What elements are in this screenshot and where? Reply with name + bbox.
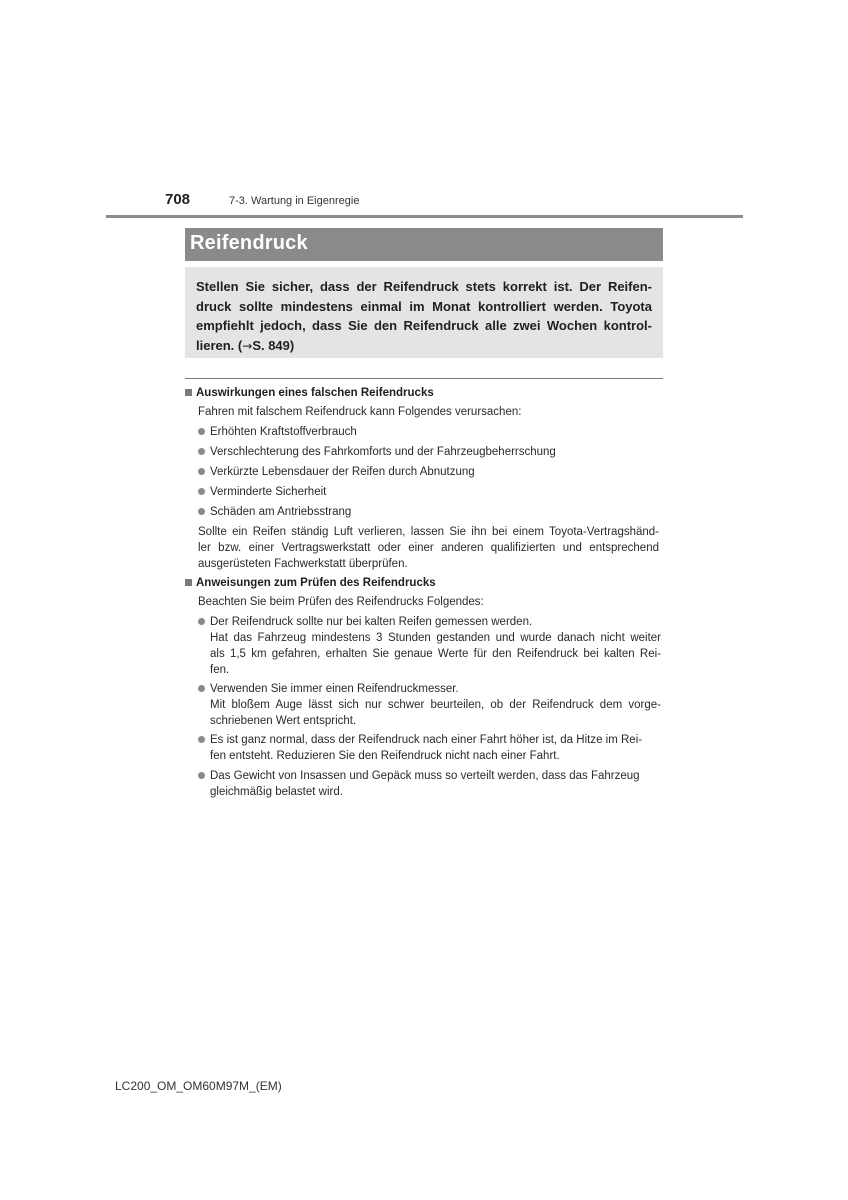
list-item-text: Erhöhten Kraftstoffverbrauch xyxy=(210,426,357,438)
section-heading-text: Auswirkungen eines falschen Reifendrucks xyxy=(196,387,434,399)
list-item xyxy=(198,465,475,479)
intro-box xyxy=(185,267,663,358)
list-item xyxy=(198,445,556,459)
list-item-text: Das Gewicht von Insassen und Gepäck muss so verteilt werden, dass das Fahrzeug xyxy=(210,770,640,782)
list-item xyxy=(198,425,357,439)
paragraph-line: Sollte ein Reifen ständig Luft verlieren, lassen Sie ihn bei einem Toyota-Vertragshänd- xyxy=(198,526,659,538)
list-item xyxy=(198,485,326,499)
list-item-text: Verkürzte Lebensdauer der Reifen durch Abnutzung xyxy=(210,466,475,478)
list-item-continuation: Mit bloßem Auge lässt sich nur schwer beurteilen, ob der Reifendruck dem vorge- xyxy=(210,699,661,711)
list-item-text: Schäden am Antriebsstrang xyxy=(210,506,352,518)
section-heading xyxy=(185,386,434,400)
list-item-continuation: gleichmäßig belastet wird. xyxy=(210,786,343,798)
round-bullet-icon xyxy=(198,736,205,743)
list-item-continuation: schriebenen Wert entspricht. xyxy=(210,715,357,727)
list-item xyxy=(198,505,351,519)
section-divider xyxy=(185,378,663,379)
round-bullet-icon xyxy=(198,685,205,692)
page-number: 708 xyxy=(165,191,191,208)
paragraph-line: ler bzw. einer Vertragswerkstatt oder einer anderen qualifizierten und entsprechend xyxy=(198,542,659,554)
list-item-text: Verminderte Sicherheit xyxy=(210,486,327,498)
section-lead: Beachten Sie beim Prüfen des Reifendrucks Folgendes: xyxy=(198,596,484,608)
round-bullet-icon xyxy=(198,488,205,495)
round-bullet-icon xyxy=(198,468,205,475)
list-item xyxy=(198,769,640,783)
round-bullet-icon xyxy=(198,448,205,455)
list-item-continuation: fen entsteht. Reduzieren Sie den Reifendruck nicht nach einer Fahrt. xyxy=(210,750,560,762)
title-bar xyxy=(185,228,663,261)
list-item-text: Verschlechterung des Fahrkomforts und der Fahrzeugbeherrschung xyxy=(210,446,556,458)
round-bullet-icon xyxy=(198,508,205,515)
round-bullet-icon xyxy=(198,428,205,435)
document-code-footer: LC200_OM_OM60M97M_(EM) xyxy=(115,1079,282,1093)
intro-page-reference: S. 849) xyxy=(252,337,295,353)
section-breadcrumb: 7-3. Wartung in Eigenregie xyxy=(229,195,360,207)
header-divider xyxy=(106,215,743,218)
list-item xyxy=(198,615,532,629)
section-heading-text: Anweisungen zum Prüfen des Reifendrucks xyxy=(196,577,436,589)
paragraph-line: ausgerüsteten Fachwerkstatt überprüfen. xyxy=(198,558,408,570)
list-item xyxy=(198,733,661,747)
list-item-text: Der Reifendruck sollte nur bei kalten Reifen gemessen werden. xyxy=(210,616,533,628)
intro-text-main: Stellen Sie sicher, dass der Reifendruck stets korrekt ist. Der Reifen-druck sollte mindestens einmal im Monat kontrolliert werden. Toyota empfiehlt jedoch, dass Sie den Reifendruck alle zwei Wochen kontrol-lieren. ( xyxy=(196,279,652,353)
round-bullet-icon xyxy=(198,618,205,625)
list-item-text: Verwenden Sie immer einen Reifendruckmesser. xyxy=(210,683,459,695)
round-bullet-icon xyxy=(198,772,205,779)
intro-text xyxy=(196,277,652,356)
list-item-continuation: fen. xyxy=(210,664,230,676)
list-item-continuation: als 1,5 km gefahren, erhalten Sie genaue Werte für den Reifendruck bei kalten Rei- xyxy=(210,648,661,660)
section-lead: Fahren mit falschem Reifendruck kann Folgendes verursachen: xyxy=(198,406,522,418)
list-item-text: Es ist ganz normal, dass der Reifendruck nach einer Fahrt höher ist, da Hitze im Rei- xyxy=(210,734,643,746)
square-bullet-icon xyxy=(185,579,192,586)
square-bullet-icon xyxy=(185,389,192,396)
section-heading xyxy=(185,576,436,590)
list-item-continuation: Hat das Fahrzeug mindestens 3 Stunden gestanden und wurde danach nicht weiter xyxy=(210,632,661,644)
list-item xyxy=(198,682,459,696)
page-reference-arrow-icon: → xyxy=(242,338,253,353)
page-title: Reifendruck xyxy=(190,232,308,254)
